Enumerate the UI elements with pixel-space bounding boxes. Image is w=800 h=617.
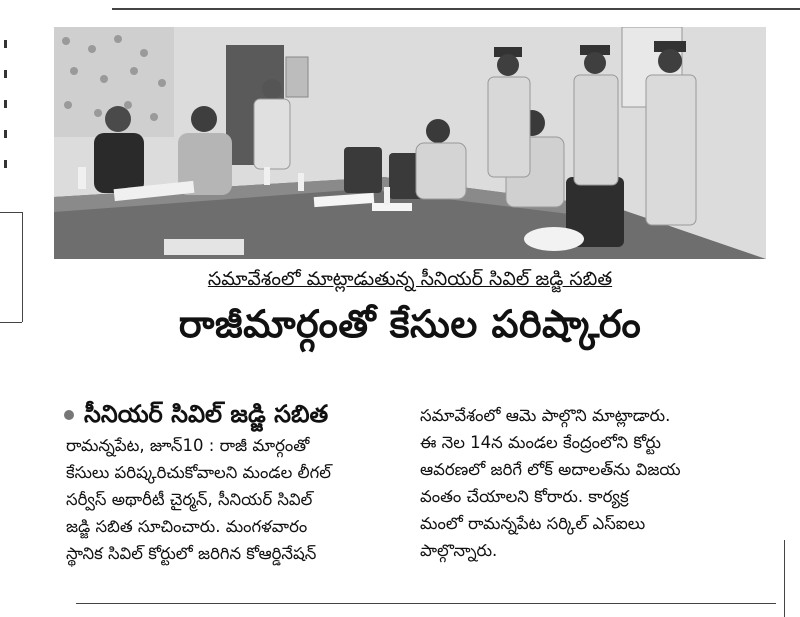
left-column-divider xyxy=(22,212,23,322)
body-line: స్థానిక సివిల్ కోర్టులో జరిగిన కోఆర్డినేషన్ xyxy=(66,544,317,563)
right-column-divider xyxy=(784,540,785,617)
body-line: రామన్నపేట, జూన్10 : రాజీ మార్గంతో xyxy=(66,436,310,455)
meeting-photo xyxy=(54,27,766,259)
article-subhead xyxy=(64,400,328,434)
article-body-right-column xyxy=(420,402,768,564)
bottom-rule xyxy=(76,603,776,604)
body-line: వంతం చేయాలని కోరారు. కార్యక్ర xyxy=(420,487,629,506)
bullet-icon xyxy=(64,410,74,420)
left-column-rule-lower xyxy=(0,322,22,323)
body-line: సర్వీస్ అథారీటీ చైర్మన్, సీనియర్ సివిల్ xyxy=(66,490,313,509)
body-line: ఈ నెల 14న మండల కేంద్రంలోని కోర్టు xyxy=(420,433,661,452)
article-headline: రాజీమార్గంతో కేసుల పరిష్కారం xyxy=(178,302,642,346)
left-edge-marks xyxy=(4,40,10,190)
body-line: పాల్గొన్నారు. xyxy=(420,541,498,560)
body-line: ఆవరణలో జరిగే లోక్ అదాలత్‌ను విజయ xyxy=(420,460,681,479)
left-column-rule xyxy=(0,212,22,213)
body-line: జడ్జి సబిత సూచించారు. మంగళవారం xyxy=(66,517,308,536)
body-line: కేసులు పరిష్కరిచుకోవాలని మండల లీగల్ xyxy=(66,463,331,482)
subhead-text: సీనియర్ సివిల్ జడ్జి సబిత xyxy=(84,400,329,428)
body-line: మంలో రామన్నపేట సర్కిల్ ఎస్ఐలు xyxy=(420,514,646,533)
body-line: సమావేశంలో ఆమె పాల్గొని మాట్లాడారు. xyxy=(420,406,671,425)
article-body-left-column xyxy=(66,432,414,567)
top-rule xyxy=(112,8,800,10)
photo-caption: సమావేశంలో మాట్లాడుతున్న సీనియర్ సివిల్ జడ్జి సబిత xyxy=(207,268,613,290)
